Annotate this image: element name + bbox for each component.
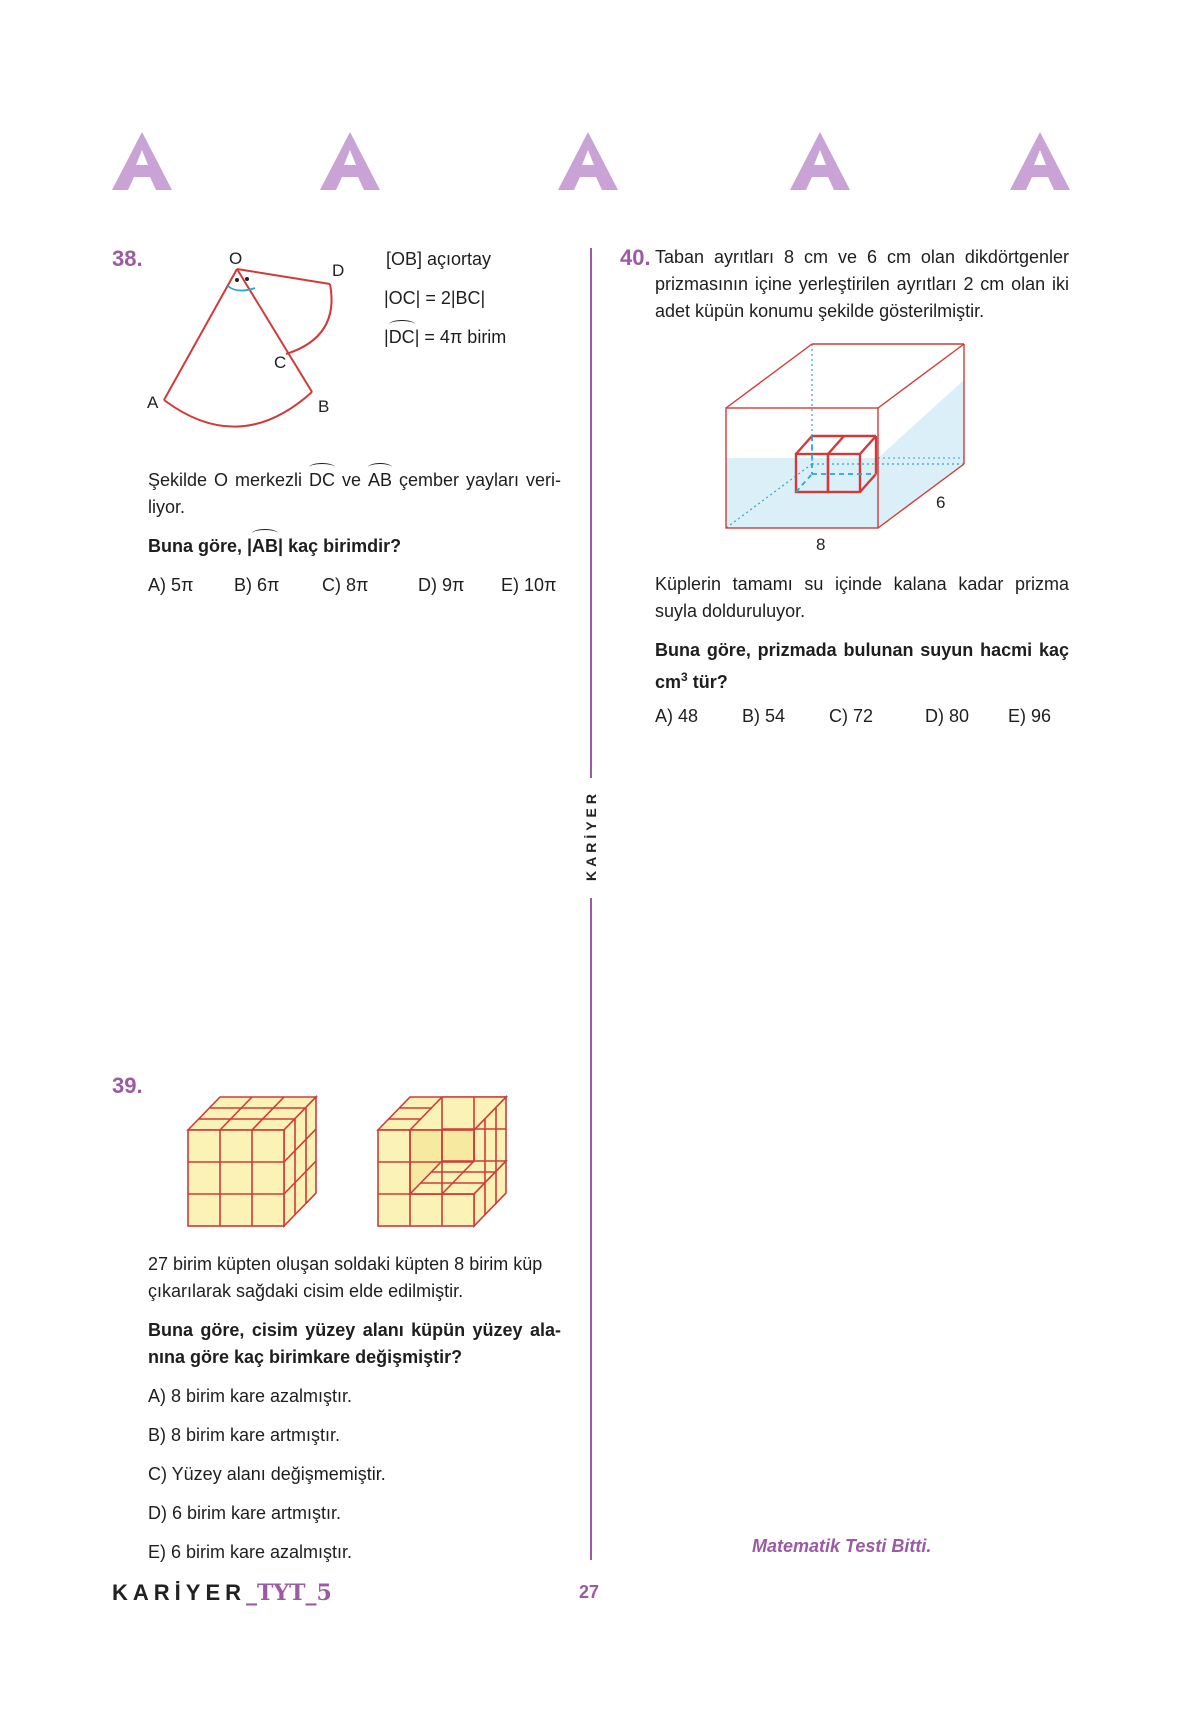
booklet-a-icon [1010,132,1070,190]
q38-stem: Şekilde O merkezli DC ve AB çember yayları veri-liyor. [148,467,561,521]
column-divider-top [590,248,592,778]
q39-question: Buna göre, cisim yüzey alanı küpün yüzey ala-nına göre kaç birimkare değişmiştir? [148,1320,561,1367]
q39-option-b[interactable]: B) 8 birim kare artmıştır. [148,1425,341,1445]
given-oc-bc: |OC| = 2|BC| [384,288,486,308]
label-d: D [332,261,345,280]
vertical-brand: KARİYER [583,789,599,881]
edge-label-6: 6 [936,493,946,512]
q40-option-e[interactable]: E) 96 [1008,706,1052,726]
label-b: B [318,397,330,416]
label-o: O [229,249,243,268]
end-note: Matematik Testi Bitti. [752,1536,932,1556]
given-dc-length: |DC| = 4π birim [384,324,506,351]
question-number-38: 38. [112,246,143,271]
q40-option-b[interactable]: B) 54 [742,706,786,726]
q40-option-c[interactable]: C) 72 [829,706,874,726]
booklet-a-icon [112,132,172,190]
q39-option-e[interactable]: E) 6 birim kare azalmıştır. [148,1542,353,1562]
cube-figures [180,1072,540,1242]
given-bisector: [OB] açıortay [386,249,492,269]
prism-figure [716,340,976,560]
q40-option-d[interactable]: D) 80 [925,706,970,726]
q40-question: Buna göre, prizmada bulunan suyun hacmi kaç $cm^3$ tür? [655,640,1069,692]
q38-option-c[interactable]: C) 8π [322,575,369,595]
q38-option-a[interactable]: A) 5π [148,575,194,595]
q40-option-a[interactable]: A) 48 [655,706,699,726]
q38-question: Buna göre, |AB| kaç birimdir? [148,533,401,560]
q40-stem-2: Küplerin tamamı su içinde kalana kadar prizma suyla dolduruluyor. [655,574,1069,621]
page-number: 27 [579,1582,600,1602]
full-cube-icon [188,1097,316,1226]
q40-stem: Taban ayrıtları 8 cm ve 6 cm olan dikdörtgenler prizmasının içine yerleştirilen ayrıtları 2 cm olan iki adet küpün konumu şekilde gösterilmiştir. [655,247,1069,321]
question-number-40: 40. [620,245,651,270]
edge-label-8: 8 [816,535,826,554]
q38-option-d[interactable]: D) 9π [418,575,465,595]
q39-option-a[interactable]: A) 8 birim kare azalmıştır. [148,1386,353,1406]
q39-option-c[interactable]: C) Yüzey alanı değişmemiştir. [148,1464,386,1484]
question-number-39: 39. [112,1073,143,1098]
q38-option-b[interactable]: B) 6π [234,575,280,595]
booklet-a-icon [790,132,850,190]
carved-cube-icon [378,1097,506,1226]
column-divider-bottom [590,898,592,1560]
booklet-a-icon [320,132,380,190]
label-a: A [147,393,159,412]
q38-option-e[interactable]: E) 10π [501,575,557,595]
sector-figure [140,242,360,442]
booklet-a-icon [558,132,618,190]
q39-option-d[interactable]: D) 6 birim kare artmıştır. [148,1503,342,1523]
footer-brand: KARİYER_TYT_5 [112,1580,332,1606]
q39-stem: 27 birim küpten oluşan soldaki küpten 8 birim küp çıkarılarak sağdaki cisim elde edilmiştir. [148,1254,543,1301]
label-c: C [274,353,287,372]
